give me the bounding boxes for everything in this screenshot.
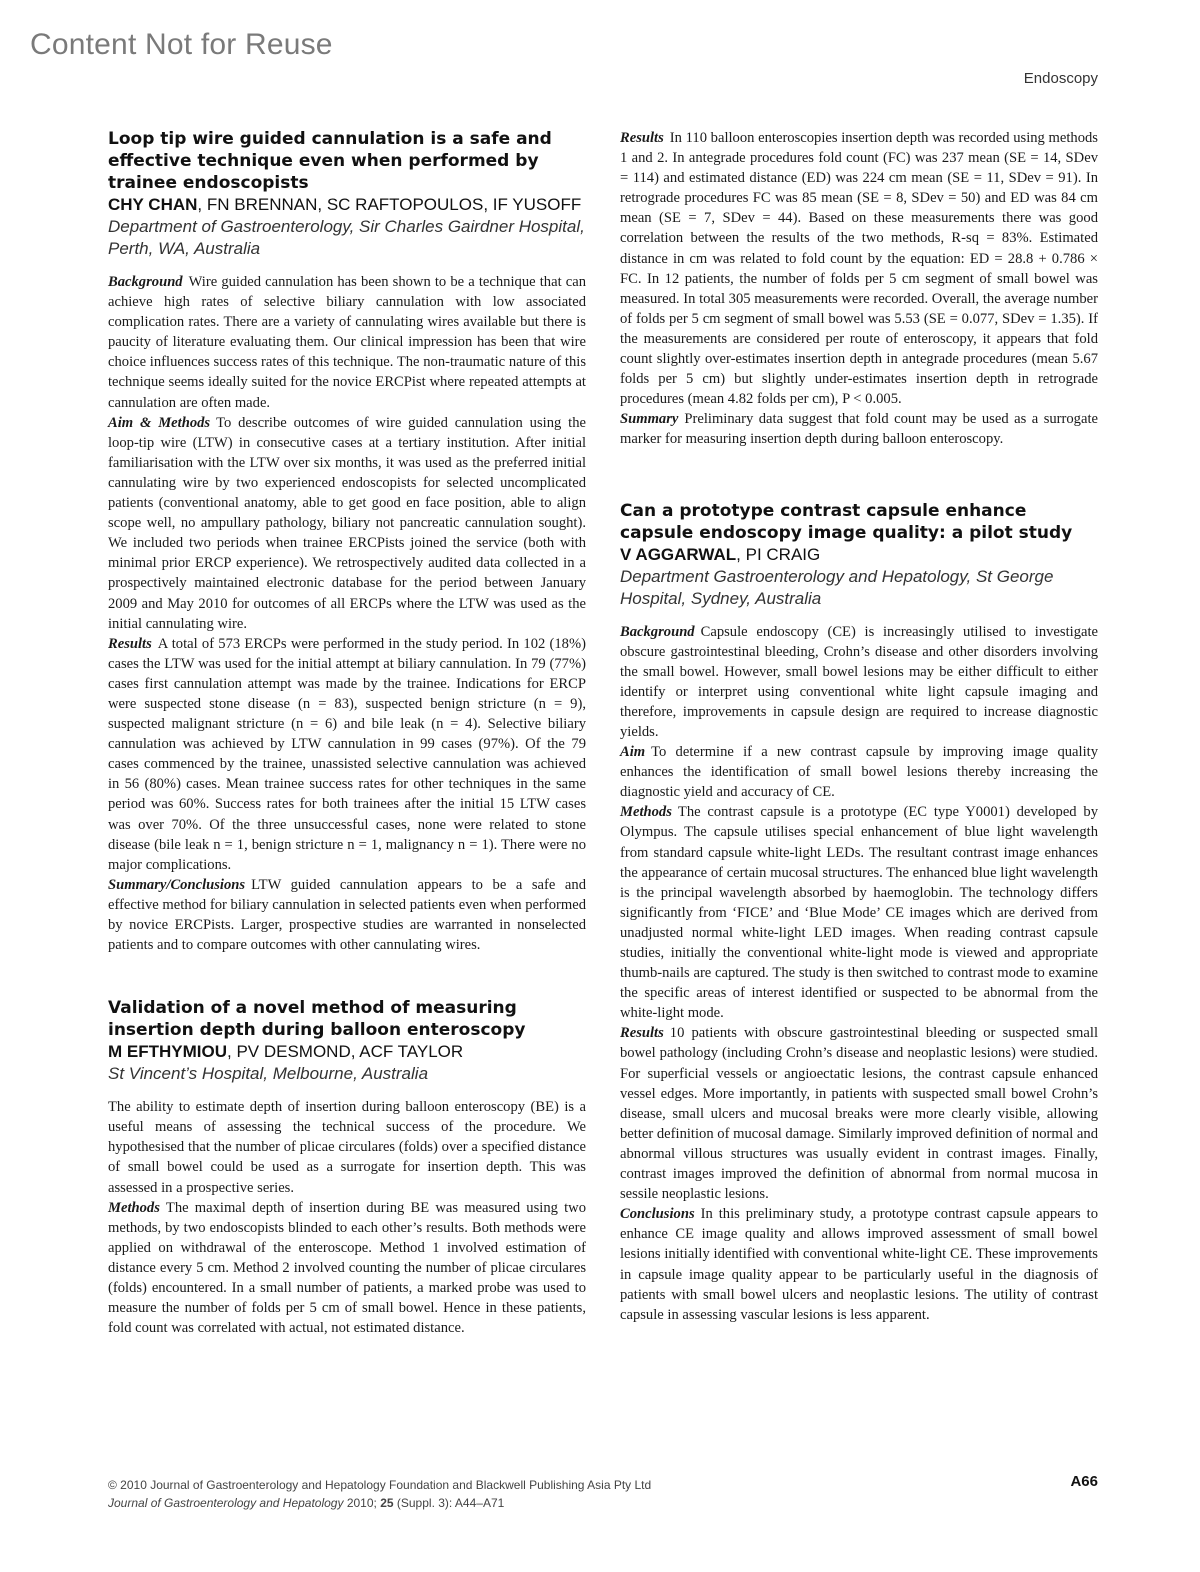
section-header: Endoscopy: [1023, 70, 1098, 87]
summary-paragraph: [620, 409, 1098, 449]
left-column: [108, 128, 586, 1338]
citation-line: [108, 1494, 651, 1512]
watermark-text: Content Not for Reuse: [30, 28, 333, 61]
journal-name: Journal of Gastroenterology and Hepatology: [108, 1496, 344, 1510]
section-label: Background: [108, 274, 183, 290]
section-text: A total of 573 ERCPs were performed in the study period. In 102 (18%) cases the LTW was used for the initial attempt at biliary cannulation. In 79 (77%) cases first cannulation attempt was made by the trainee. Indications for ERCP were suspected stone disease (n = 83), suspected benign stricture (n = 9), suspected malignant stricture (n = 6) and bile leak (n = 4). Selective biliary cannulation was achieved by LTW cannulation in 99 cases (97%). Of the 79 cases commenced by the trainee, unassisted selective cannulation was achieved in 56 (80%) cases. Mean trainee success rates for other techniques in the same period was 60%. Success rates for both trainees after the initial 15 LTW cases was over 70%. Of the three unsuccessful cases, none were related to stone disease (bile leak n = 1, benign stricture n = 1, malignancy n = 1). There were no major complications.: [108, 635, 586, 873]
abstract-title: Validation of a novel method of measuring insertion depth during balloon enteroscopy: [108, 998, 526, 1041]
conclusions-paragraph: [108, 875, 586, 955]
co-authors: , PV DESMOND, ACF TAYLOR: [227, 1042, 464, 1062]
page-number: A66: [1070, 1473, 1098, 1490]
right-column: [620, 128, 1098, 1325]
abstract-affiliation: Department of Gastroenterology, Sir Charles Gairdner Hospital, Perth, WA, Australia: [108, 217, 585, 258]
journal-volume: 25: [380, 1496, 394, 1510]
section-label: Methods: [108, 1199, 160, 1216]
section-label: Conclusions: [620, 1206, 695, 1223]
section-label: Summary: [620, 411, 679, 428]
lead-author: V AGGARWAL: [620, 544, 737, 564]
background-paragraph: [620, 622, 1098, 743]
section-label: Background: [620, 623, 695, 640]
aim-methods-paragraph: [108, 413, 586, 634]
section-text: Preliminary data suggest that fold count may be used as a surrogate marker for measuring insertion depth during balloon enteroscopy.: [620, 411, 1098, 448]
section-text: The maximal depth of insertion during BE was measured using two methods, by two endoscopists blinded to each other’s results. Both methods were applied on withdrawal of the enteroscope. Method 1 involved estimation of distance every 5 cm. Method 2 involved counting the number of plicae circulares (folds) encountered. In a small number of patients, a marked probe was used to measure the number of folds per 5 cm of small bowel. Hence in these patients, fold count was correlated with actual, not estimated distance.: [108, 1199, 586, 1337]
abstract-authors: [108, 194, 586, 216]
section-text: In this preliminary study, a prototype contrast capsule appears to enhance CE image quality and allows improved assessment of small bowel lesions initially identified with conventional white-light CE. These improvements in capsule image quality appear to be particularly useful in the diagnosis of patients with small bowel ulcers and neoplastic lesions. The utility of contrast capsule in assessing vascular lesions is less apparent.: [620, 1206, 1098, 1323]
conclusions-paragraph: [620, 1204, 1098, 1325]
section-text: To determine if a new contrast capsule by improving image quality enhances the identification of small bowel lesions thereby increasing the diagnostic yield and accuracy of CE.: [620, 744, 1098, 801]
lead-author: CHY CHAN: [108, 195, 198, 214]
section-label: Aim: [620, 744, 646, 761]
page-footer: [108, 1476, 651, 1512]
section-label: Summary/Conclusions: [108, 876, 246, 893]
section-label: Aim & Methods: [108, 414, 211, 431]
results-paragraph: [620, 128, 1098, 409]
section-label: Results: [620, 1025, 664, 1042]
section-text: To describe outcomes of wire guided cannulation using the loop-tip wire (LTW) in consecutive cases at a tertiary institution. After initial familiarisation with the LTW over six months, it was used as the preferred initial cannulating wire by two experienced endoscopists for selected uncomplicated patients (conventional anatomy, able to get good en face position, able to align scope well, no ampullary pathology, biliary not pancreatic cannulation sought). We included two periods when trainee ERCPists joined the service (both with minimal prior ERCP experience). We retrospectively audited data collected in a prospectively maintained electronic database for the period between January 2009 and May 2010 for outcomes of all ERCPs where the LTW was used as the initial cannulating wire.: [108, 414, 586, 632]
abstract-title: Loop tip wire guided cannulation is a safe and effective technique even when performed by trainee endoscopists: [108, 129, 552, 193]
section-text: LTW guided cannulation appears to be a safe and effective method for biliary cannulation in selected patients even when performed by novice ERCPists. Larger, prospective studies are warranted in nonselected patients and to compare outcomes with other cannulating wires.: [108, 876, 586, 954]
copyright-line: © 2010 Journal of Gastroenterology and Hepatology Foundation and Blackwell Publishing Asia Pty Ltd: [108, 1478, 652, 1492]
results-paragraph: [620, 1023, 1098, 1204]
co-authors: , FN BRENNAN, SC RAFTOPOULOS, IF YUSOFF: [197, 195, 582, 214]
intro-paragraph: The ability to estimate depth of insertion during balloon enteroscopy (BE) is a useful means of assessing the technical success of the procedure. We hypothesised that the number of plicae circulares (folds) over a specified distance of small bowel could be used as a surrogate for insertion depth. This was assessed in a prospective series.: [108, 1099, 586, 1196]
section-label: Results: [620, 130, 664, 146]
abstract-loop-tip-wire: [108, 128, 586, 955]
lead-author: M EFTHYMIOU: [108, 1042, 227, 1062]
section-text: Wire guided cannulation has been shown to be a technique that can achieve high rates of selective biliary cannulation with low associated complication rates. There are a variety of cannulating wires available but there is paucity of literature evaluating them. Our clinical impression has been that wire choice influences success rates of this technique. The non-traumatic nature of this technique seems ideally suited for the novice ERCPist where repeated attempts at cannulation are often made.: [108, 274, 586, 411]
abstract-affiliation: St Vincent’s Hospital, Melbourne, Australia: [108, 1064, 429, 1084]
abstract-insertion-depth: [108, 997, 586, 1338]
co-authors: , PI CRAIG: [736, 544, 821, 564]
abstract-title: Can a prototype contrast capsule enhance capsule endoscopy image quality: a pilot study: [620, 500, 1073, 543]
journal-issue: (Suppl. 3): A44–A71: [393, 1496, 505, 1510]
abstract-insertion-depth-continued: [620, 128, 1098, 450]
abstract-contrast-capsule: [620, 500, 1098, 1325]
aim-paragraph: [620, 742, 1098, 802]
section-text: Capsule endoscopy (CE) is increasingly utilised to investigate obscure gastrointestinal bleeding, Crohn’s disease and other disorders involving the small bowel. However, small bowel lesions may be either difficult to either identify or interpret using conventional white light capsule imaging and therefore, improvements in capsule design are required to increase diagnostic yields.: [620, 623, 1098, 740]
section-label: Methods: [620, 804, 672, 821]
section-text: In 110 balloon enteroscopies insertion depth was recorded using methods 1 and 2. In antegrade procedures fold count (FC) was 237 mean (SE = 14, SDev = 114) and estimated distance (ED) was 224 cm mean (SE = 11, SDev = 91). In retrograde procedures FC was 85 mean (SE = 8, SDev = 50) and ED was 84 cm mean (SE = 7, SDev = 44). Based on these measurements there was good correlation between the results of the two methods, R-sq = 83%. Estimated distance in cm was related to fold count by the equation: ED = 28.8 + 0.786 × FC. In 12 patients, the number of folds per 5 cm segment of small bowel was measured. In total 305 measurements were recorded. Overall, the average number of folds per 5 cm segment of small bowel was 5.53 (SE = 0.077, SDev = 1.35). If the measurements are considered per route of enteroscopy, it appears that fold count slightly over-estimates insertion depth in antegrade procedures (mean 5.67 folds per 5 cm) but slightly under-estimates insertion depth in retrograde procedures (mean 4.82 folds per cm), P < 0.005.: [620, 130, 1098, 408]
results-paragraph: [108, 634, 586, 875]
journal-year: 2010;: [343, 1496, 381, 1510]
section-text: 10 patients with obscure gastrointestinal bleeding or suspected small bowel pathology (including Crohn’s disease and neoplastic lesions) were studied. For superficial vessels or angioectatic lesions, the contrast capsule enhanced vessel edges. More importantly, in patients with suspected small bowel Crohn’s disease, small ulcers and mucosal breaks were more clearly visible, allowing better definition of mucosal damage. Similarly improved definition of normal and abnormal villous structures was usually evident in contrast images. Finally, contrast images improved the definition of abnormal from normal mucosa in sessile neoplastic lesions.: [620, 1025, 1098, 1203]
section-label: Results: [108, 635, 152, 652]
abstract-affiliation: Department Gastroenterology and Hepatology, St George Hospital, Sydney, Australia: [620, 566, 1054, 608]
abstract-authors: [108, 1041, 586, 1063]
methods-paragraph: [620, 802, 1098, 1023]
section-text: The contrast capsule is a prototype (EC type Y0001) developed by Olympus. The capsule utilises special enhancement of blue light wavelength from standard capsule white-light LEDs. The resultant contrast image enhances the appearance of certain mucosal structures. The enhanced blue light wavelength is the principal wavelength absorbed by haemoglobin. The technology differs significantly from ‘FICE’ and ‘Blue Mode’ CE images which are derived from unadjusted normal white-light LED images. When reading contrast capsule studies, initially the conventional white-light mode is viewed and appropriate thumb-nails are captured. The study is then switched to contrast mode to examine the specific areas of interest identified or suspected to be abnormal from the white-light mode.: [620, 804, 1098, 1022]
abstract-authors: [620, 544, 1098, 566]
background-paragraph: [108, 272, 586, 413]
methods-paragraph: [108, 1198, 586, 1339]
